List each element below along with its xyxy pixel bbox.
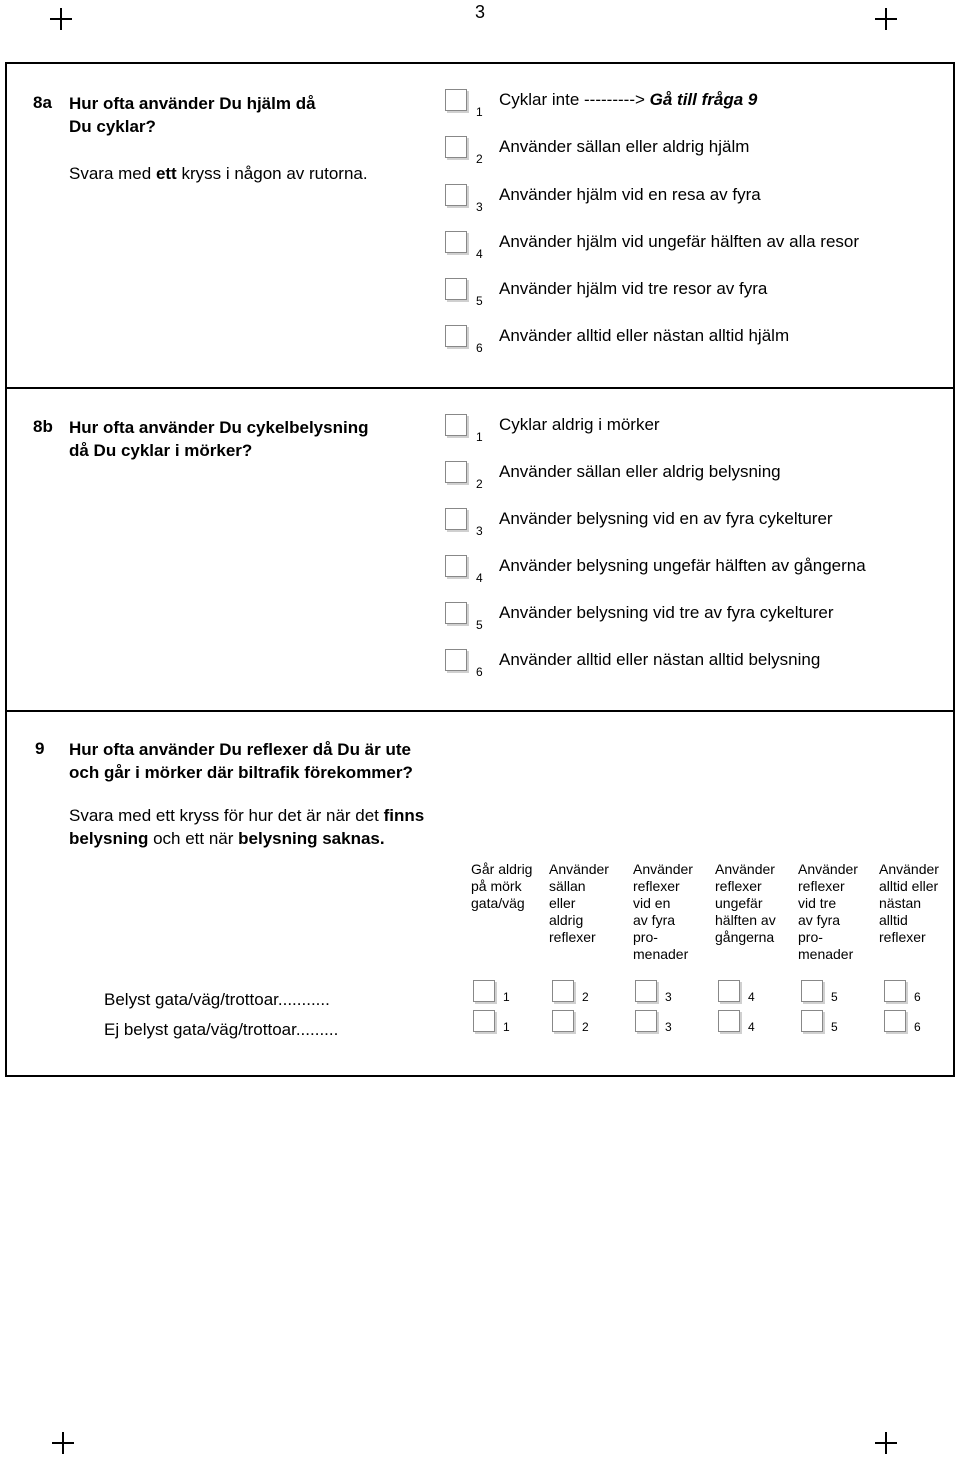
q8b-option-2[interactable] <box>445 461 945 495</box>
checkbox[interactable] <box>801 1010 823 1032</box>
q8b-question <box>69 416 368 462</box>
q8b-question-line1: Hur ofta använder Du cykelbelysning <box>69 418 369 437</box>
q9-column-header-3 <box>633 861 715 963</box>
q9-column-header-4 <box>715 861 797 946</box>
option-number: 3 <box>476 200 483 214</box>
q8a-question <box>69 92 316 138</box>
q9-lit-option-6[interactable] <box>884 980 944 1006</box>
q9-question-line2: och går i mörker där biltrafik förekommer? <box>69 763 413 782</box>
option-number: 1 <box>476 105 483 119</box>
option-number: 5 <box>831 990 838 1004</box>
header-line: Använder <box>715 861 775 877</box>
goto-instruction: Gå till fråga 9 <box>649 90 758 109</box>
checkbox[interactable] <box>445 184 467 206</box>
header-line: reflexer <box>879 929 926 945</box>
checkbox[interactable] <box>884 1010 906 1032</box>
q9-lit-option-5[interactable] <box>801 980 861 1006</box>
q8a-instr-post: kryss i någon av rutorna. <box>176 164 368 183</box>
q9-instr-b: finns <box>383 806 425 825</box>
option-number: 2 <box>476 152 483 166</box>
checkbox[interactable] <box>445 278 467 300</box>
header-line: Använder <box>879 861 939 877</box>
option-number: 6 <box>476 341 483 355</box>
option-number: 4 <box>476 571 483 585</box>
q9-unlit-option-1[interactable] <box>473 1010 533 1036</box>
q9-unlit-option-3[interactable] <box>635 1010 695 1036</box>
header-line: reflexer <box>715 878 762 894</box>
checkbox[interactable] <box>635 980 657 1002</box>
q9-question-line1: Hur ofta använder Du reflexer då Du är ute <box>69 740 411 759</box>
q8a-instr-pre: Svara med <box>69 164 156 183</box>
q8a-instr-bold: ett <box>155 164 177 183</box>
option-number: 6 <box>476 665 483 679</box>
checkbox[interactable] <box>445 414 467 436</box>
q9-instr-d: och ett när <box>148 829 239 848</box>
q8b-number: 8b <box>33 417 53 436</box>
option-label: Använder hjälm vid en resa av fyra <box>499 185 761 204</box>
q8a-instruction <box>69 162 368 185</box>
option-number: 5 <box>831 1020 838 1034</box>
header-line: eller <box>549 895 576 911</box>
q9-unlit-option-4[interactable] <box>718 1010 778 1036</box>
checkbox[interactable] <box>884 980 906 1002</box>
option-number: 2 <box>582 1020 589 1034</box>
option-number: 1 <box>476 430 483 444</box>
option-label: Använder belysning ungefär hälften av gångerna <box>499 556 866 575</box>
q8a-option-2[interactable] <box>445 136 945 170</box>
header-line: alltid eller <box>879 878 939 894</box>
option-label-text: Cyklar inte ---------> <box>499 90 650 109</box>
q9-instruction <box>69 804 424 850</box>
q9-unlit-option-5[interactable] <box>801 1010 861 1036</box>
q8a-question-line1: Hur ofta använder Du hjälm då <box>69 94 316 113</box>
header-line: gångerna <box>715 929 775 945</box>
q8a-option-4[interactable] <box>445 231 945 265</box>
header-line: Använder <box>633 861 693 877</box>
q9-column-header-5 <box>798 861 880 963</box>
checkbox[interactable] <box>801 980 823 1002</box>
header-line: gata/väg <box>471 895 525 911</box>
checkbox[interactable] <box>445 325 467 347</box>
q8b-option-1[interactable] <box>445 414 945 448</box>
option-label: Cyklar aldrig i mörker <box>499 415 660 434</box>
option-label: Använder hjälm vid ungefär hälften av alla resor <box>499 232 860 251</box>
q8a-option-3[interactable] <box>445 184 945 218</box>
q9-lit-option-3[interactable] <box>635 980 695 1006</box>
option-label: Använder hjälm vid tre resor av fyra <box>499 279 768 298</box>
checkbox[interactable] <box>445 461 467 483</box>
q9-unlit-option-6[interactable] <box>884 1010 944 1036</box>
option-number: 4 <box>748 990 755 1004</box>
option-label: Använder sällan eller aldrig hjälm <box>499 137 750 156</box>
q8a-option-5[interactable] <box>445 278 945 312</box>
header-line: ungefär <box>715 895 763 911</box>
q9-lit-option-4[interactable] <box>718 980 778 1006</box>
crop-mark-bottom-right <box>875 1432 897 1454</box>
header-line: vid tre <box>798 895 837 911</box>
q8a-option-6[interactable] <box>445 325 945 359</box>
checkbox[interactable] <box>445 508 467 530</box>
q8b-option-5[interactable] <box>445 602 945 636</box>
q9-unlit-option-2[interactable] <box>552 1010 612 1036</box>
header-line: menader <box>633 946 689 962</box>
q9-instruction-line2 <box>69 827 424 850</box>
option-number: 6 <box>914 990 921 1004</box>
header-line: Använder <box>798 861 858 877</box>
q9-number: 9 <box>35 739 45 758</box>
q9-column-header-6 <box>879 861 960 946</box>
q9-row-label-unlit: Ej belyst gata/väg/trottoar......... <box>104 1020 339 1039</box>
option-number: 2 <box>476 477 483 491</box>
option-label <box>499 90 757 110</box>
header-line: Går aldrig <box>471 861 533 877</box>
checkbox[interactable] <box>552 1010 574 1032</box>
q9-row-label-lit: Belyst gata/väg/trottoar........... <box>104 990 330 1009</box>
header-line: vid en <box>633 895 671 911</box>
crop-mark-bottom-left <box>52 1432 74 1454</box>
header-line: pro- <box>798 929 823 945</box>
header-line: pro- <box>633 929 658 945</box>
header-line: av fyra <box>633 912 676 928</box>
questionnaire-frame <box>5 62 955 1077</box>
q8a-number: 8a <box>33 93 52 112</box>
crop-mark-top-right <box>875 8 897 30</box>
checkbox[interactable] <box>445 602 467 624</box>
checkbox[interactable] <box>473 1010 495 1032</box>
option-number: 4 <box>476 247 483 261</box>
header-line: hälften av <box>715 912 776 928</box>
q9-instruction-line1 <box>69 804 424 827</box>
checkbox[interactable] <box>718 1010 740 1032</box>
header-line: reflexer <box>798 878 845 894</box>
header-line: Använder <box>549 861 609 877</box>
option-label: Använder belysning vid tre av fyra cykelturer <box>499 603 834 622</box>
checkbox[interactable] <box>445 89 467 111</box>
q8a-option-1[interactable] <box>445 89 945 123</box>
crop-mark-top-left <box>50 8 72 30</box>
option-number: 6 <box>914 1020 921 1034</box>
option-label: Använder sällan eller aldrig belysning <box>499 462 781 481</box>
option-number: 5 <box>476 618 483 632</box>
checkbox[interactable] <box>445 555 467 577</box>
checkbox[interactable] <box>552 980 574 1002</box>
header-line: nästan <box>879 895 922 911</box>
header-line: reflexer <box>549 929 596 945</box>
q8b-option-4[interactable] <box>445 555 945 589</box>
option-label: Använder alltid eller nästan alltid belysning <box>499 650 821 669</box>
header-line: alltid <box>879 912 908 928</box>
q9-instr-e: belysning saknas. <box>238 829 385 848</box>
option-number: 3 <box>665 990 672 1004</box>
q8b-option-6[interactable] <box>445 649 945 683</box>
option-label: Använder belysning vid en av fyra cykelturer <box>499 509 833 528</box>
q9-question <box>69 738 413 784</box>
option-label: Använder alltid eller nästan alltid hjälm <box>499 326 790 345</box>
q9-lit-option-1[interactable] <box>473 980 533 1006</box>
header-line: aldrig <box>549 912 584 928</box>
option-number: 1 <box>503 990 510 1004</box>
option-number: 4 <box>748 1020 755 1034</box>
checkbox[interactable] <box>445 231 467 253</box>
option-number: 3 <box>665 1020 672 1034</box>
q9-lit-option-2[interactable] <box>552 980 612 1006</box>
checkbox[interactable] <box>718 980 740 1002</box>
option-number: 3 <box>476 524 483 538</box>
option-number: 5 <box>476 294 483 308</box>
checkbox[interactable] <box>445 649 467 671</box>
q8a-question-line2: Du cyklar? <box>69 117 156 136</box>
q9-instr-a: Svara med ett kryss för hur det är när det <box>69 806 384 825</box>
q9-instr-c: belysning <box>69 829 149 848</box>
header-line: av fyra <box>798 912 841 928</box>
option-number: 2 <box>582 990 589 1004</box>
header-line: sällan <box>549 878 586 894</box>
page-number: 3 <box>474 2 485 22</box>
section-divider <box>7 387 953 389</box>
q9-column-header-2 <box>549 861 631 946</box>
q8b-option-3[interactable] <box>445 508 945 542</box>
header-line: menader <box>798 946 854 962</box>
q9-column-header-1 <box>471 861 553 912</box>
checkbox[interactable] <box>473 980 495 1002</box>
header-line: reflexer <box>633 878 680 894</box>
checkbox[interactable] <box>635 1010 657 1032</box>
section-divider <box>7 710 953 712</box>
option-number: 1 <box>503 1020 510 1034</box>
checkbox[interactable] <box>445 136 467 158</box>
header-line: på mörk <box>471 878 522 894</box>
q8b-question-line2: då Du cyklar i mörker? <box>69 441 253 460</box>
